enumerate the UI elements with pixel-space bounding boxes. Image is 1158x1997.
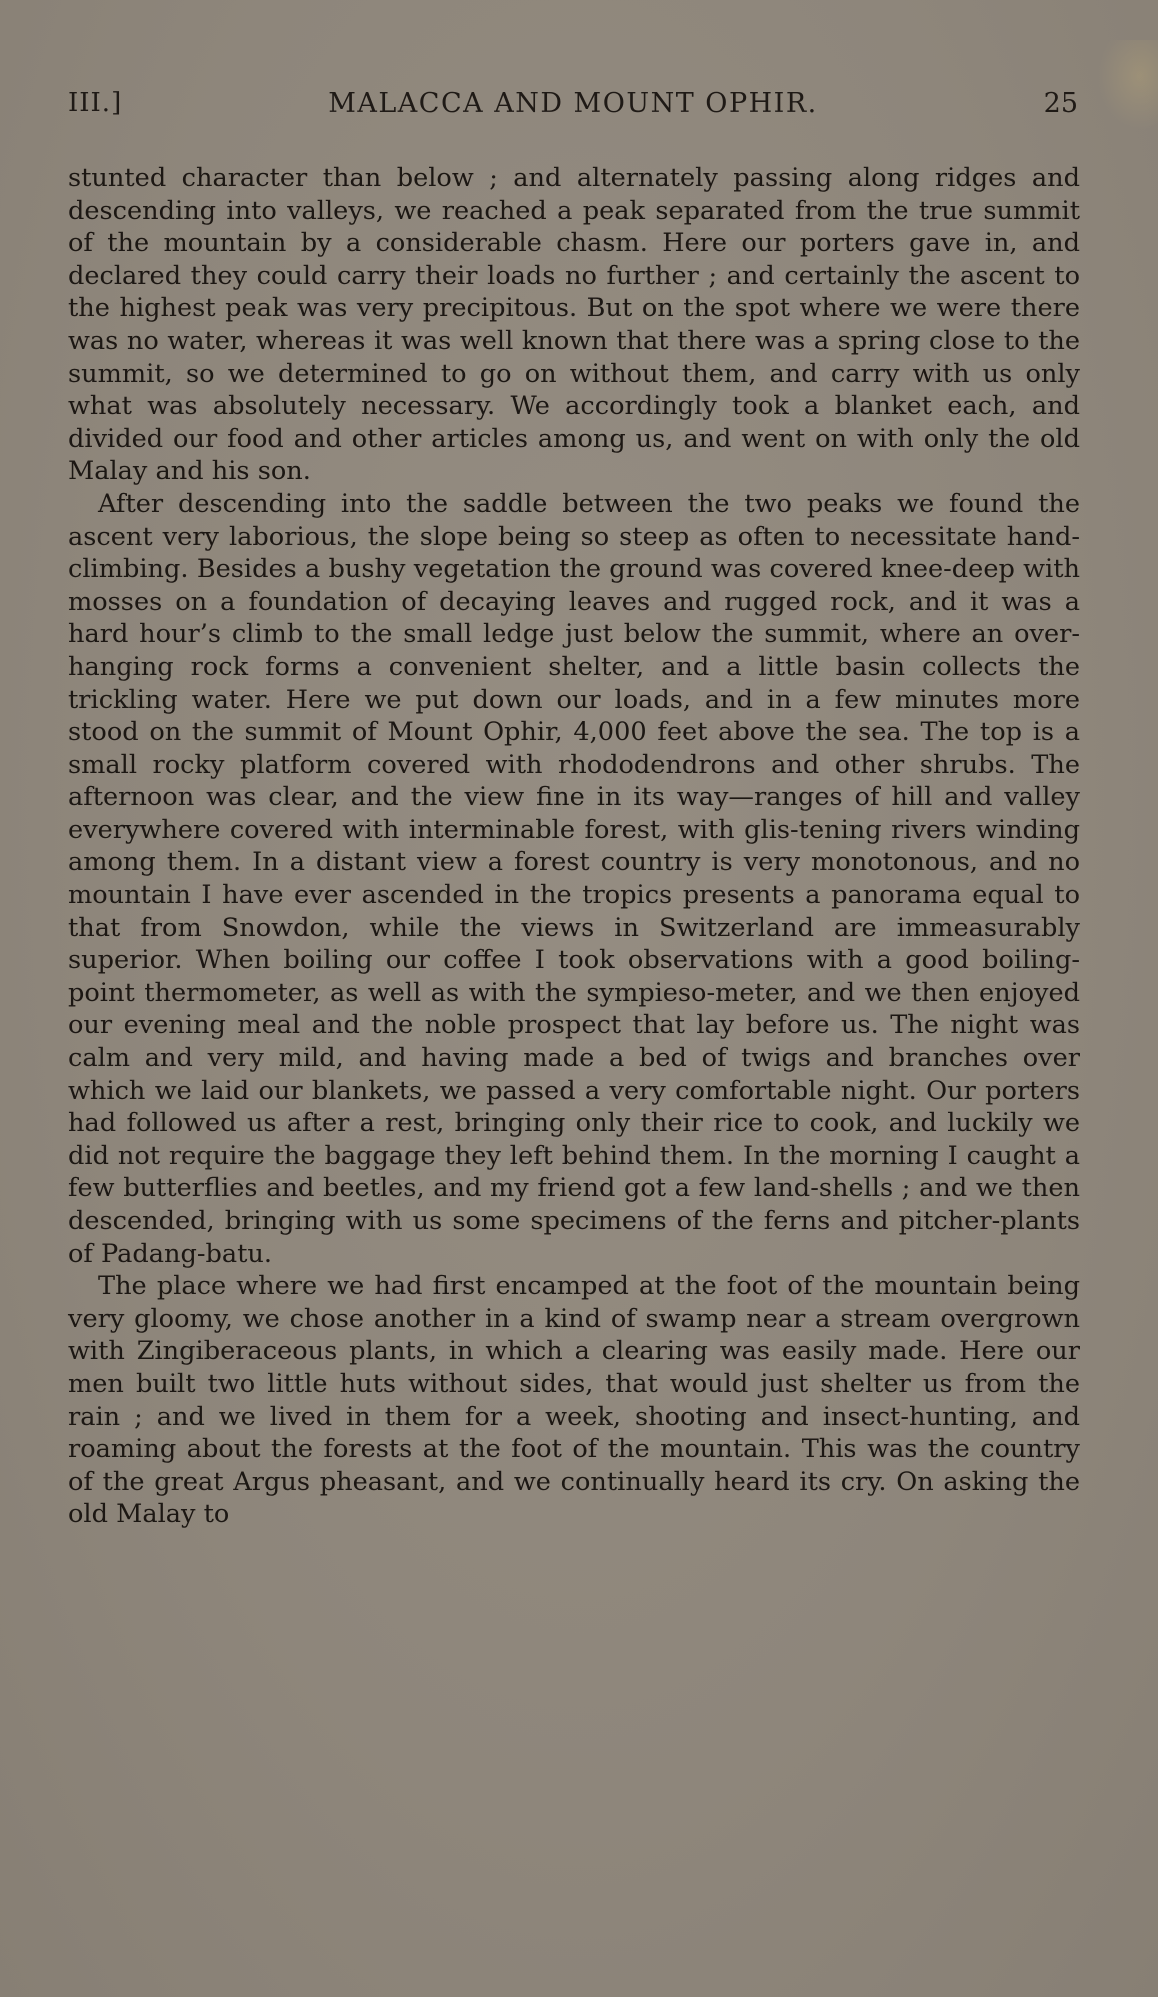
running-title: MALACCA AND MOUNT OPHIR. (328, 88, 818, 119)
page-number: 25 (1043, 88, 1078, 119)
body-text (68, 162, 1080, 1531)
running-header (68, 88, 1078, 128)
page-stain (1098, 40, 1158, 130)
paragraph-3: The place where we had first encamped at the foot of the mountain being very gloomy, we chose another in a kind of swamp near a stream overgrown with Zingiberaceous plants, in which a clearing was easily made. Here our men built two little huts without sides, that would just shelter us from the rain ; and we lived in them for a week, shooting and insect-hunting, and roaming about the forests at the foot of the mountain. This was the country of the great Argus pheasant, and we continually heard its cry. On asking the old Malay to (68, 1271, 1080, 1530)
chapter-number: III.] (68, 88, 123, 118)
paragraph-2: After descending into the saddle between the two peaks we found the ascent very laborious, the slope being so steep as often to necessitate hand-climbing. Besides a bushy vegetation the ground was covered knee-deep with mosses on a foundation of decaying leaves and rugged rock, and it was a hard hour’s climb to the small ledge just below the summit, where an over-hanging rock forms a convenient shelter, and a little basin collects the trickling water. Here we put down our loads, and in a few minutes more stood on the summit of Mount Ophir, 4,000 feet above the sea. The top is a small rocky platform covered with rhododendrons and other shrubs. The afternoon was clear, and the view fine in its way—ranges of hill and valley everywhere covered with interminable forest, with glis-tening rivers winding among them. In a distant view a forest country is very monotonous, and no mountain I have ever ascended in the tropics presents a panorama equal to that from Snowdon, while the views in Switzerland are immeasurably superior. When boiling our coffee I took observations with a good boiling-point thermometer, as well as with the sympieso-meter, and we then enjoyed our evening meal and the noble prospect that lay before us. The night was calm and very mild, and having made a bed of twigs and branches over which we laid our blankets, we passed a very comfortable night. Our porters had followed us after a rest, bringing only their rice to cook, and luckily we did not require the baggage they left behind them. In the morning I caught a few butterflies and beetles, and my friend got a few land-shells ; and we then descended, bringing with us some specimens of the ferns and pitcher-plants of Padang-batu. (68, 488, 1080, 1269)
paragraph-1: stunted character than below ; and alternately passing along ridges and descending into valleys, we reached a peak separated from the true summit of the mountain by a considerable chasm. Here our porters gave in, and declared they could carry their loads no further ; and certainly the ascent to the highest peak was very precipitous. But on the spot where we were there was no water, whereas it was well known that there was a spring close to the summit, so we determined to go on without them, and carry with us only what was absolutely necessary. We accordingly took a blanket each, and divided our food and other articles among us, and went on with only the old Malay and his son. (68, 163, 1080, 487)
